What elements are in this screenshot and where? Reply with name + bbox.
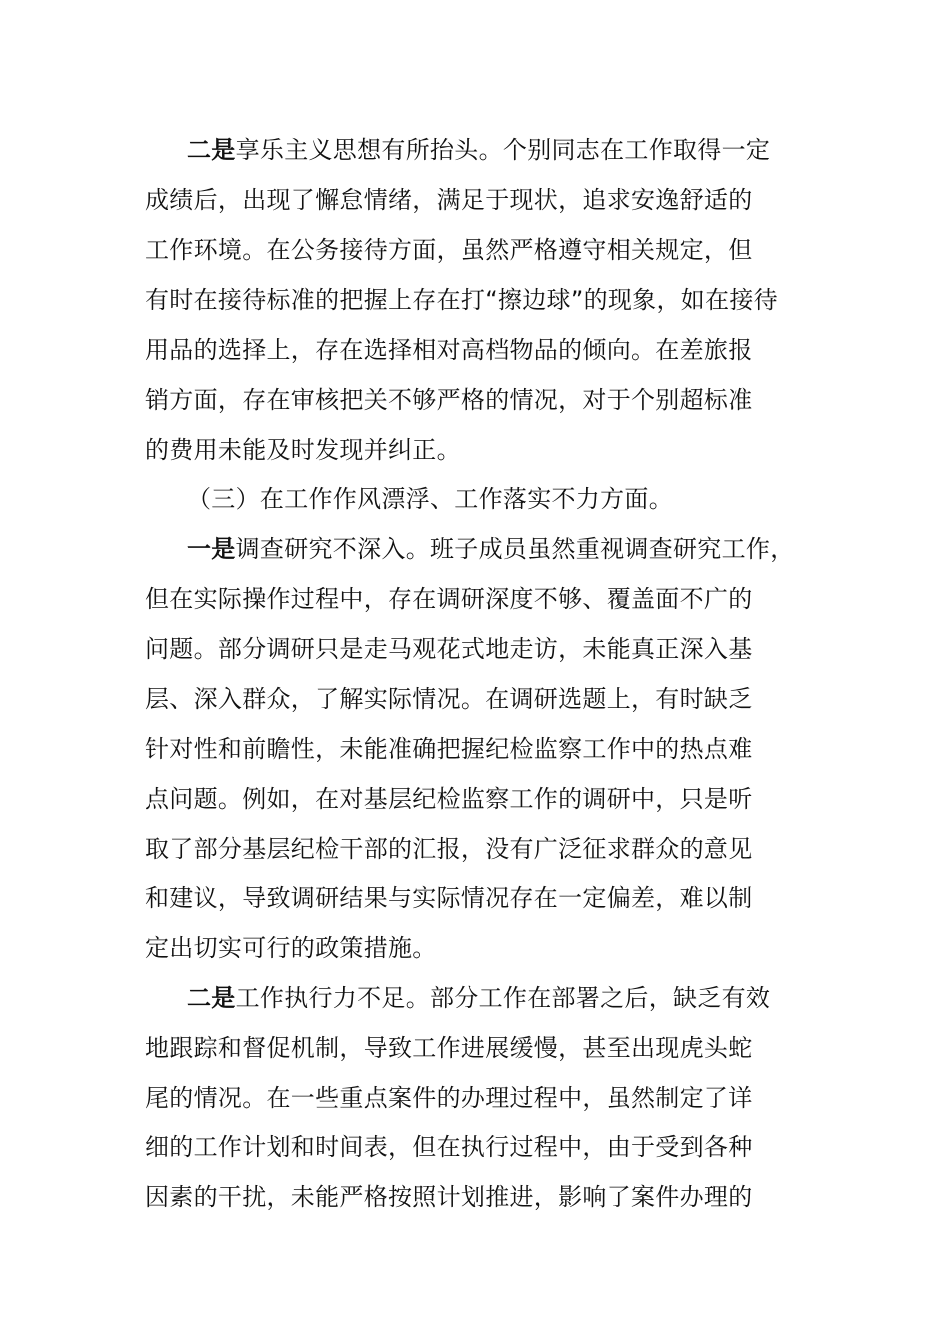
paragraph-2-line-9: 定出切实可行的政策措施。 <box>145 934 437 962</box>
paragraph-2-line-7: 取了部分基层纪检干部的汇报，没有广泛征求群众的意见 <box>145 835 753 863</box>
paragraph-1-line-2: 成绩后，出现了懈怠情绪，满足于现状，追求安逸舒适的 <box>145 186 753 214</box>
paragraph-3-line-2: 地跟踪和督促机制，导致工作进展缓慢，甚至出现虎头蛇 <box>145 1034 753 1062</box>
paragraph-3-line-5: 因素的干扰，未能严格按照计划推进，影响了案件办理的 <box>145 1183 753 1211</box>
paragraph-3-lead: 二是 <box>187 984 236 1012</box>
paragraph-1-line-7: 的费用未能及时发现并纠正。 <box>145 436 461 464</box>
paragraph-2-line-5: 针对性和前瞻性，未能准确把握纪检监察工作中的热点难 <box>145 735 753 763</box>
paragraph-3-line-3: 尾的情况。在一些重点案件的办理过程中，虽然制定了详 <box>145 1084 753 1112</box>
paragraph-1-text: 享乐主义思想有所抬头。个别同志在工作取得一定 <box>235 136 771 164</box>
paragraph-2-lead: 一是 <box>187 535 236 563</box>
paragraph-2-line-8: 和建议，导致调研结果与实际情况存在一定偏差，难以制 <box>145 884 753 912</box>
paragraph-1-line-5: 用品的选择上，存在选择相对高档物品的倾向。在差旅报 <box>145 336 753 364</box>
paragraph-3-text: 工作执行力不足。部分工作在部署之后，缺乏有效 <box>235 984 771 1012</box>
paragraph-2-line-6: 点问题。例如，在对基层纪检监察工作的调研中，只是听 <box>145 785 753 813</box>
paragraph-1-line-6: 销方面，存在审核把关不够严格的情况，对于个别超标准 <box>145 386 753 414</box>
paragraph-3-line-1 <box>187 982 770 1014</box>
paragraph-3-line-4: 细的工作计划和时间表，但在执行过程中，由于受到各种 <box>145 1133 753 1161</box>
paragraph-1-line-3: 工作环境。在公务接待方面，虽然严格遵守相关规定，但 <box>145 236 753 264</box>
paragraph-2-line-4: 层、深入群众，了解实际情况。在调研选题上，有时缺乏 <box>145 685 753 713</box>
paragraph-2-line-3: 问题。部分调研只是走马观花式地走访，未能真正深入基 <box>145 635 753 663</box>
paragraph-2-line-1 <box>187 533 795 565</box>
section-heading: （三）在工作作风漂浮、工作落实不力方面。 <box>187 485 673 513</box>
paragraph-1-lead: 二是 <box>187 136 236 164</box>
paragraph-2-text: 调查研究不深入。班子成员虽然重视调查研究工作， <box>235 535 795 563</box>
paragraph-1-line-1 <box>187 134 770 166</box>
paragraph-1-line-4: 有时在接待标准的把握上存在打“擦边球”的现象，如在接待 <box>145 286 778 314</box>
paragraph-2-line-2: 但在实际操作过程中，存在调研深度不够、覆盖面不广的 <box>145 585 753 613</box>
